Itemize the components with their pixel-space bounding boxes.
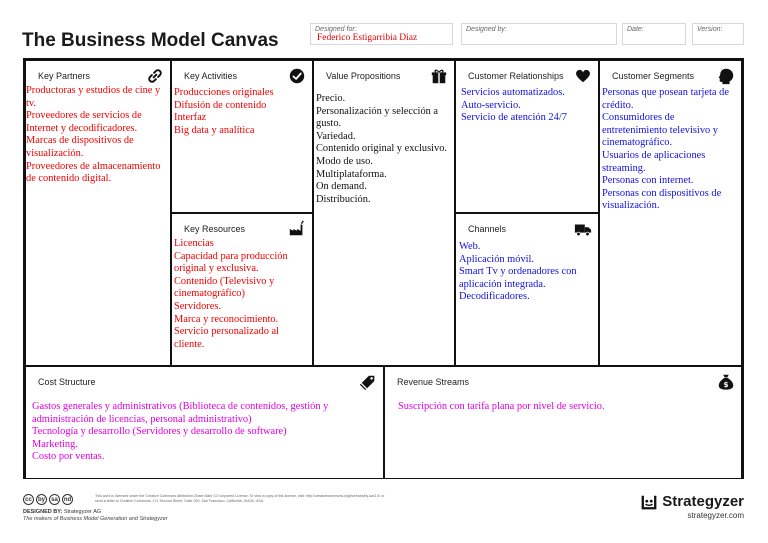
list-item: Servicios automatizados. [461,87,565,98]
cost-structure-block[interactable] [25,366,384,479]
designed-for-value: Federico Estigarribia Diaz [317,33,418,43]
key-partners-list [26,85,168,186]
creative-commons-icons [23,494,73,505]
cc-nd-icon: nd [62,494,73,505]
value-propositions-block[interactable] [313,60,455,366]
customer-relationships-title: Customer Relationships [468,71,564,81]
customer-segments-list [602,87,739,213]
truck-icon [574,220,592,238]
list-item: Proveedores de almacenamiento de contenido digital. [26,160,161,185]
list-item: Servicio de atención 24/7 [461,112,567,124]
price-tag-icon [359,373,377,391]
strategyzer-logo[interactable] [640,493,744,510]
money-bag-icon [717,373,735,391]
strategyzer-logo-icon [640,494,658,510]
designed-for-label: Designed for: [315,26,357,33]
cc-sa-icon: sa [49,494,60,505]
list-item: Decodificadores. [459,291,530,303]
list-item: Marca y reconocimiento. [174,313,279,325]
list-item: Personas con internet. [602,175,694,187]
version-field[interactable] [692,23,744,45]
list-item: Distribución. [316,193,371,205]
date-label: Date: [627,26,644,33]
list-item: Costo por ventas. [32,451,105,463]
cc-icon: cc [23,494,34,505]
factory-icon [288,220,306,238]
list-item: Multiplataforma. [316,168,387,180]
heart-icon [574,67,592,85]
list-item: Web. [459,241,481,252]
list-item: Marketing. [32,438,78,450]
brand-url-link[interactable]: strategyzer.com [687,511,744,520]
list-item: Auto-servicio. [461,99,521,111]
list-item: Personalización y selección a gusto. [316,105,439,130]
key-partners-title: Key Partners [38,71,91,81]
list-item: Consumidores de entretenimiento televisivo y cinematográfico. [602,112,718,149]
list-item: Contenido original y exclusivo. [316,143,448,155]
list-item: Smart Tv y ordenadores con aplicación integrada. [459,266,577,290]
link-icon [146,67,164,85]
tagline: The makers of Business Model Generation and Strategyzer [23,516,168,522]
designed-by-credit-label: DESIGNED BY: [23,509,63,515]
cost-structure-title: Cost Structure [38,377,96,387]
list-item: Difusión de contenido [174,99,267,111]
list-item: Suscripción con tarifa plana por nivel de servicio. [398,401,605,412]
revenue-streams-block[interactable] [384,366,742,479]
key-resources-list [174,238,310,351]
list-item: Interfaz [174,112,207,124]
designed-for-field[interactable] [310,23,453,45]
head-profile-icon [717,67,735,85]
cost-structure-list [32,401,381,464]
list-item: Producciones originales [174,87,274,98]
list-item: Modo de uso. [316,155,373,167]
key-activities-block[interactable] [171,60,313,213]
page-title: The Business Model Canvas [22,30,279,51]
list-item: Licencias [174,238,214,249]
revenue-streams-list [398,401,739,414]
list-item: Servicio personalizado al cliente. [174,326,280,350]
list-item: Contenido (Televisivo y cinematográfico) [174,275,275,300]
channels-title: Channels [468,224,507,234]
key-resources-block[interactable] [171,213,313,366]
list-item: Servidores. [174,300,222,312]
customer-segments-block[interactable] [599,60,742,366]
key-activities-title: Key Activities [184,71,238,81]
list-item: Capacidad para producción original y exclusiva. [174,250,288,275]
list-item: Proveedores de servicios de Internet y decodificadores. [26,110,142,134]
value-propositions-title: Value Propositions [326,71,401,81]
list-item: Personas que posean tarjeta de crédito. [602,87,729,111]
cc-by-icon: by [36,494,47,505]
channels-block[interactable] [455,213,599,366]
list-item: Tecnología y desarrollo (Servidores y desarrollo de software) [32,426,287,438]
channels-list [459,241,596,304]
designed-by-credit [23,509,101,515]
business-model-canvas [23,58,744,479]
list-item: Marcas de dispositivos de visualización. [26,135,134,159]
list-item: Productoras y estudios de cine y tv. [26,85,161,109]
key-resources-title: Key Resources [184,224,246,234]
license-text: This work is licensed under the Creative Commons Attribution-Share Alike 3.0 Unported License. To view a copy of this license, visit: http://creativecommons.org/licenses/by-sa/3.0/ or send a letter to Creative Commons, 171 Second Street, Suite 300, San Francisco, California, 94105, USA. [95,494,385,503]
key-partners-block[interactable] [25,60,171,366]
designed-by-field[interactable] [461,23,617,45]
list-item: Aplicación móvil. [459,253,535,265]
date-field[interactable] [622,23,686,45]
key-activities-list [174,87,310,137]
designed-by-label: Designed by: [466,26,507,33]
gift-icon [430,67,448,85]
revenue-streams-title: Revenue Streams [397,377,470,387]
list-item: Gastos generales y administrativos (Biblioteca de contenidos, gestión y administración de licencias, personal administrativo) [32,401,329,425]
version-label: Version: [697,26,723,33]
customer-segments-title: Customer Segments [612,71,695,81]
list-item: Big data y analítica [174,124,255,136]
value-propositions-list [316,93,452,206]
customer-relationships-list [461,87,596,125]
list-item: Variedad. [316,130,356,142]
customer-relationships-block[interactable] [455,60,599,213]
designed-by-credit-value: Strategyzer AG [63,509,102,515]
brand-name: Strategyzer [662,493,744,510]
list-item: Usuarios de aplicaciones streaming. [602,149,706,174]
list-item: On demand. [316,181,367,193]
svg-text:$: $ [723,379,729,389]
list-item: Precio. [316,93,346,104]
list-item: Personas con dispositivos de visualización. [602,187,722,212]
check-circle-icon [288,67,306,85]
